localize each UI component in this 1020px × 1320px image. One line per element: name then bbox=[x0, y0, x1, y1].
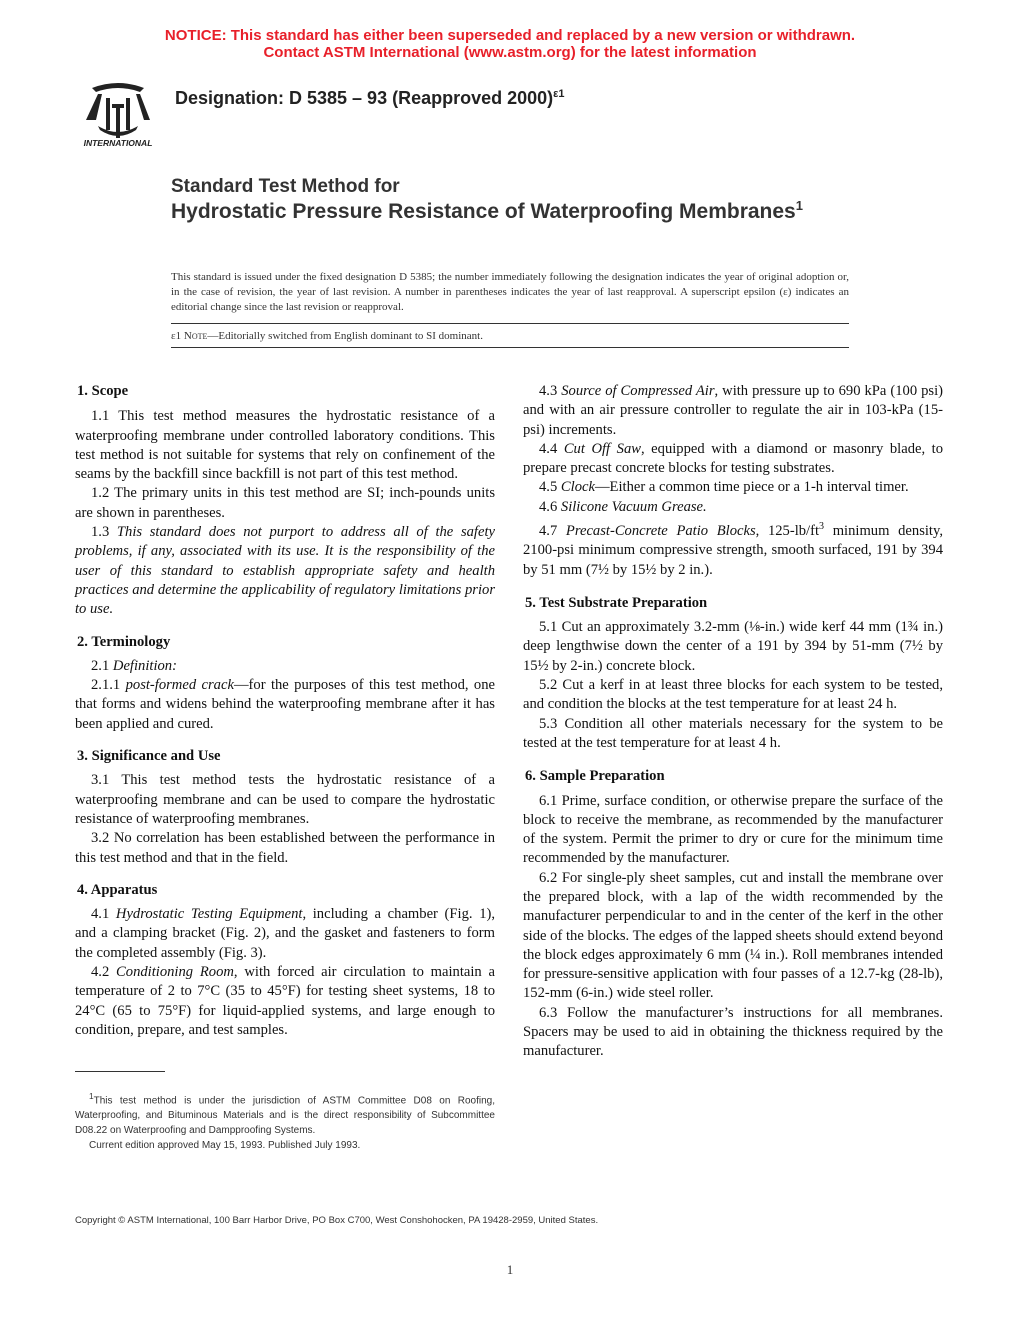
designation-sup: ε1 bbox=[553, 88, 565, 100]
paragraph bbox=[523, 517, 943, 580]
paragraph bbox=[523, 478, 943, 497]
footnote-divider bbox=[75, 1071, 165, 1072]
notice-line-1: NOTICE: This standard has either been superseded and replaced by a new version or withdrawn. bbox=[164, 27, 856, 44]
page-number: 1 bbox=[506, 1262, 514, 1277]
epsilon-marker: ε1 bbox=[171, 330, 182, 342]
para-text: , with pressure up to 690 kPa (100 psi) and with an air pressure controller to regulate the air in 103-kPa (15-psi) increments. bbox=[523, 383, 943, 438]
para-number: 4.1 bbox=[91, 906, 110, 923]
divider-bottom bbox=[171, 347, 849, 348]
logo-text: INTERNATIONAL bbox=[83, 138, 153, 148]
para-term: Precast-Concrete Patio Blocks bbox=[565, 522, 756, 539]
paragraph: 1.1 This test method measures the hydrostatic resistance of a waterproofing membrane under controlled laboratory conditions. This test method is not suitable for systems that rely on confinement of the seams by the backfill since backfill is not part of this test method. bbox=[75, 408, 495, 483]
issue-note: This standard is issued under the fixed designation D 5385; the number immediately following the designation indicates the year of original adoption or, in the case of revision, the year of last revision. A number in parentheses indicates the year of last reapproval. A superscript epsilon (ε) indicates an editorial change since the last revision or reapproval. bbox=[171, 271, 849, 313]
paragraph: 6.3 Follow the manufacturer’s instructions for all membranes. Spacers may be used to aid in obtaining the thickness required by the manufacturer. bbox=[523, 1004, 943, 1060]
section-heading: 6. Sample Preparation bbox=[525, 768, 665, 785]
epsilon-text: —Editorially switched from English dominant to SI dominant. bbox=[207, 330, 483, 342]
title-main-text: Hydrostatic Pressure Resistance of Waterproofing Membranes bbox=[171, 200, 796, 223]
para-number: 4.4 bbox=[539, 440, 558, 457]
para-text: —for the purposes of this test method, one that forms and widens behind the waterproofing membrane after it has been applied and cured. bbox=[75, 677, 496, 732]
title-main bbox=[171, 198, 871, 225]
para-term: Hydrostatic Testing Equipment bbox=[115, 906, 303, 923]
designation-text: Designation: D 5385 – 93 (Reapproved 2000) bbox=[175, 88, 554, 108]
footnote-paragraph bbox=[75, 1089, 495, 1138]
para-text: , equipped with a diamond or masonry blade, to prepare precast concrete blocks for testing substrates. bbox=[523, 440, 944, 477]
para-number: 4.3 bbox=[539, 383, 558, 399]
para-number: 2.1 bbox=[91, 657, 110, 674]
footnote bbox=[75, 1089, 495, 1153]
section-heading: 2. Terminology bbox=[77, 633, 171, 650]
section-heading: 4. Apparatus bbox=[77, 881, 158, 898]
para-term: post-formed crack bbox=[125, 677, 234, 694]
epsilon-label: Note bbox=[183, 330, 208, 342]
section-heading: 3. Significance and Use bbox=[77, 748, 221, 765]
copyright: Copyright © ASTM International, 100 Barr Harbor Drive, PO Box C700, West Conshohocken, PA 19428-2959, United States. bbox=[75, 1215, 599, 1226]
paragraph bbox=[523, 382, 943, 440]
para-text: , with forced air circulation to maintain a temperature of 2 to 7°C (35 to 45°F) for testing sheet systems, 18 to 24°C (65 to 75°F) for liquid-applied systems, and large enough to condition, prepare, and test samples. bbox=[75, 964, 495, 1038]
title-footnote-ref: 1 bbox=[795, 198, 803, 213]
withdrawal-notice bbox=[0, 27, 1020, 61]
designation bbox=[175, 88, 564, 109]
para-number: 4.2 bbox=[91, 964, 110, 981]
para-text: , including a chamber (Fig. 1), and a clamping bracket (Fig. 2), and the gasket and fasteners to form the completed assembly (Fig. 3). bbox=[75, 906, 495, 961]
notice-line-2: Contact ASTM International (www.astm.org) for the latest information bbox=[263, 44, 757, 61]
paragraph bbox=[523, 440, 943, 479]
paragraph bbox=[75, 523, 495, 619]
para-text: This standard does not purport to address all of the safety problems, if any, associated with its use. It is the responsibility of the user of this standard to establish appropriate safety and health practices and determine the applicability of regulatory limitations prior to use. bbox=[75, 524, 495, 618]
para-text: —Either a common time piece or a 1-h interval timer. bbox=[594, 479, 909, 496]
para-term: Conditioning Room bbox=[116, 964, 234, 981]
paragraph: 3.1 This test method tests the hydrostatic resistance of a waterproofing membrane and can be used to compare the hydrostatic resistance of waterproofing membranes. bbox=[75, 772, 495, 827]
footnote-marker: 1 bbox=[89, 1091, 94, 1101]
para-text: , 125-lb/ft bbox=[755, 522, 820, 539]
paragraph: 3.2 No correlation has been established between the performance in this test method and that in the field. bbox=[75, 830, 495, 866]
footnote-text: This test method is under the jurisdiction of ASTM Committee D08 on Roofing, Waterproofing, and Bituminous Materials and is the direct responsibility of Subcommittee D08.22 on Waterproofing and Dampproofing Systems. bbox=[75, 1095, 495, 1137]
left-column bbox=[75, 382, 495, 1040]
para-term: Source of Compressed Air bbox=[561, 383, 715, 399]
paragraph bbox=[523, 498, 943, 517]
para-sup: 3 bbox=[819, 521, 825, 533]
paragraph: 5.1 Cut an approximately 3.2-mm (⅛-in.) wide kerf 44 mm (1¾ in.) deep lengthwise down the center of a 191 by 394 by 51-mm (7½ by 15½ by 2-in.) concrete block. bbox=[523, 619, 943, 674]
divider-top bbox=[171, 323, 849, 324]
para-number: 1.3 bbox=[91, 524, 110, 541]
astm-logo-icon bbox=[72, 80, 164, 150]
para-term: Cut Off Saw bbox=[563, 440, 641, 457]
paragraph bbox=[75, 905, 495, 963]
section-heading: 5. Test Substrate Preparation bbox=[525, 594, 708, 611]
paragraph: 5.2 Cut a kerf in at least three blocks for each system to be tested, and condition the blocks at the test temperature for at least 24 h. bbox=[523, 677, 943, 713]
epsilon-note bbox=[171, 330, 483, 342]
paragraph bbox=[75, 676, 495, 734]
paragraph: 5.3 Condition all other materials necessary for the system to be tested at the test temperature for at least 4 h. bbox=[523, 715, 943, 751]
para-number: 4.5 bbox=[539, 479, 558, 496]
para-text: Definition: bbox=[112, 657, 177, 674]
paragraph: 1.2 The primary units in this test method are SI; inch-pounds units are shown in parentheses. bbox=[75, 485, 495, 521]
para-text: minimum density, 2100-psi minimum compressive strength, smooth surfaced, 191 by 394 by 51 mm (7½ by 15½ by 2 in.). bbox=[523, 522, 943, 578]
section-heading: 1. Scope bbox=[77, 383, 129, 399]
right-column bbox=[523, 382, 943, 1062]
para-term: Silicone Vacuum Grease. bbox=[560, 498, 707, 515]
document-title bbox=[171, 175, 871, 225]
footnote-paragraph: Current edition approved May 15, 1993. Published July 1993. bbox=[89, 1140, 361, 1152]
para-number: 2.1.1 bbox=[91, 677, 121, 694]
title-prefix: Standard Test Method for bbox=[171, 176, 400, 197]
paragraph: 6.2 For single-ply sheet samples, cut and install the membrane over the prepared block, with a lap of the width recommended by the manufacturer perpendicular to and in the center of the kerf in the other side of the blocks. The edges of the lapped sheets should extend beyond the block edges approximately 6 mm (¼ in.). Roll membranes intended for pressure-sensitive application with four passes of a 12.7-kg (28-lb), 152-mm (6-in.) wide steel roller. bbox=[523, 869, 944, 1002]
para-number: 4.6 bbox=[539, 498, 558, 515]
para-number: 4.7 bbox=[539, 522, 558, 539]
paragraph: 6.1 Prime, surface condition, or otherwise prepare the surface of the block to receive the membrane, as recommended by the manufacturer of the system. Permit the primer to dry or cure for the minimum time recommended by the manufacturer. bbox=[523, 792, 943, 867]
para-term: Clock bbox=[560, 479, 595, 496]
paragraph bbox=[75, 657, 495, 676]
paragraph bbox=[75, 963, 495, 1040]
